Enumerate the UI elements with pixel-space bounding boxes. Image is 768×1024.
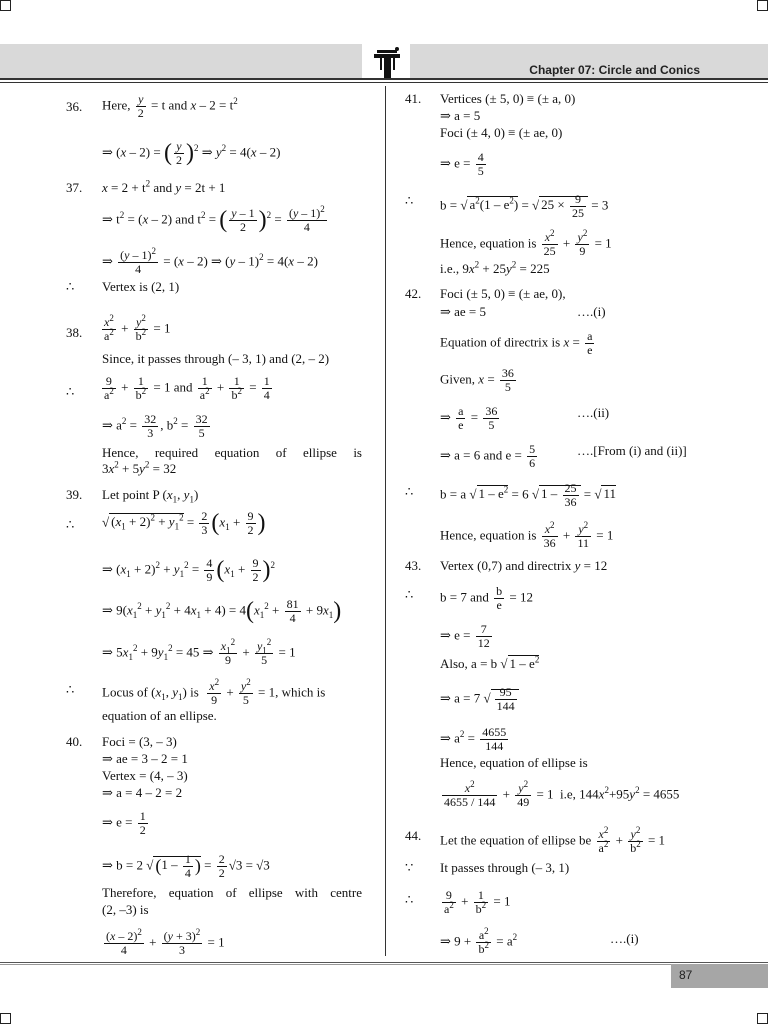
solution-line: Hence, equation is $\frac{x^2}{36}$ + $\frac{y^2}{11}$ = 1 — [440, 520, 614, 550]
solution-line: Equation of directrix is x = $\frac{a}{e}$ — [440, 329, 593, 357]
solution-line: Here, $\frac{y}{2}$ = t and $x - 2 = t^2$ — [102, 92, 238, 120]
question-number: 38. — [66, 325, 83, 340]
solution-line: ⇒ b = 2 √ (1 – $\frac{1}{4}$ ) = $\frac{2}{2}$ √3 = √3 — [102, 852, 270, 880]
solution-line: b = √ $a^2(1 - e^2)$ = √ 25 × $\frac{9}{25}$ = 3 — [440, 192, 609, 220]
solution-line: Let point P ($x_1$, $y_1$) — [102, 487, 199, 505]
solution-line: ⇒ $\frac{a}{e}$ = $\frac{36}{5}$ — [440, 404, 498, 432]
solution-line: ⇒ a = 5 — [440, 108, 481, 123]
solution-line: ⇒ $a^2$ = $\frac{32}{3}$ , $b^2$ = $\frac{32}{5}$ — [102, 412, 208, 440]
solution-line: Therefore, equation of ellipse with centre — [102, 885, 362, 900]
solution-line: ⇒ $a^2$ = $\frac{4655}{144}$ — [440, 725, 507, 753]
solution-line: ⇒ ae = 5 — [440, 304, 487, 319]
solution-line: ⇒ a = 6 and e = $\frac{5}{6}$ — [440, 442, 536, 470]
solution-line: Since, it passes through (– 3, 1) and (2, – 2) — [102, 351, 330, 366]
solution-line: Hence, equation of ellipse is — [440, 755, 588, 770]
footer-rule — [0, 962, 768, 963]
solution-line: Vertices (± 5, 0) ≡ (± a, 0) — [440, 91, 576, 106]
solution-line: It passes through (– 3, 1) — [440, 860, 570, 875]
question-number: 36. — [66, 99, 83, 114]
solution-line: Foci (± 5, 0) ≡ (± ae, 0), — [440, 286, 566, 301]
solution-line: ⇒ e = $\frac{7}{12}$ — [440, 622, 490, 650]
solution-line: ⇒ e = $\frac{4}{5}$ — [440, 150, 484, 178]
solution-line: ⇒ a = 7 √ $\frac{95}{144}$ — [440, 686, 519, 713]
question-number: 44. — [405, 828, 422, 843]
solution-line: (2, –3) is — [102, 902, 149, 917]
page-number-box — [671, 964, 768, 988]
solution-line: Vertex is (2, 1) — [102, 279, 180, 294]
crop-mark-top-left — [0, 0, 11, 11]
header-rule-thin — [0, 82, 768, 83]
chapter-title: Chapter 07: Circle and Conics — [529, 63, 700, 77]
question-number: 42. — [405, 286, 422, 301]
solution-line: Also, a = b √ $1 - e^2$ — [440, 654, 540, 671]
therefore-symbol: ∴ — [66, 517, 75, 532]
solution-line: b = 7 and $\frac{b}{e}$ = 12 — [440, 584, 533, 612]
solution-line: ⇒ $t^2 = (x - 2)$ and $t^2$ = ( $\frac{y - 1}{2}$ )$^2$ = $\frac{(y - 1)^2}{4}$ — [102, 204, 325, 234]
solution-line: $\frac{9}{a^2}$ + $\frac{1}{b^2}$ = 1 — [444, 888, 511, 916]
solution-line: ⇒ e = $\frac{1}{2}$ — [102, 809, 146, 837]
solution-line: equation of an ellipse. — [102, 708, 217, 723]
solution-line: Foci = (3, – 3) — [102, 734, 177, 749]
equation-tag: ….[From (i) and (ii)] — [577, 443, 687, 458]
solution-line: ⇒ a = 4 – 2 = 2 — [102, 785, 183, 800]
solution-line: √ $(x_1 + 2)^2 + y_1^2$ = $\frac{2}{3}$ ($x_1$ + $\frac{9}{2}$ ) — [102, 509, 266, 537]
question-number: 37. — [66, 180, 83, 195]
solution-line: $\frac{x^2}{4655 / 144}$ + $\frac{y^2}{49}$ = 1 i.e, $144x^2+95y^2 = 4655$ — [444, 779, 680, 809]
therefore-symbol: ∴ — [405, 193, 414, 208]
solution-line: ⇒ (x – 2) = ( $\frac{y}{2}$ )$^2$ ⇒ $y^2 = 4(x - 2)$ — [102, 139, 281, 167]
therefore-symbol: ∴ — [405, 484, 414, 499]
solution-line: i.e., $9x^2 + 25y^2 = 225$ — [440, 259, 550, 276]
solution-line: Let the equation of ellipse be $\frac{x^2}{a^2}$ + $\frac{y^2}{b^2}$ = 1 — [440, 825, 666, 855]
page-number: 87 — [679, 968, 693, 982]
footer-rule-thin — [0, 964, 768, 965]
therefore-symbol: ∴ — [66, 682, 75, 697]
solution-line: ⇒ $(x_1 + 2)^2 + y_1^2$ = $\frac{4}{9}$ ($x_1$ + $\frac{9}{2}$ )$^2$ — [102, 556, 276, 584]
therefore-symbol: ∴ — [405, 892, 414, 907]
solution-line: ⇒ 9 + $\frac{a^2}{b^2}$ = $a^2$ — [440, 926, 518, 956]
solution-line: $3x^2 + 5y^2 = 32$ — [102, 459, 177, 476]
question-number: 39. — [66, 487, 83, 502]
solution-line: Foci (± 4, 0) ≡ (± ae, 0) — [440, 125, 563, 140]
solution-line: Hence, required equation of ellipse is — [102, 445, 362, 460]
solution-line: $x = 2 + t^2$ and y = 2t + 1 — [102, 178, 226, 195]
equation-tag: ….(i) — [577, 304, 606, 319]
solution-line: ⇒ $5x_1^2 + 9y_1^2 = 45$ ⇒ $\frac{x_1^2}{9}$ + $\frac{y_1^2}{5}$ = 1 — [102, 637, 296, 667]
solution-line: ⇒ $\frac{(y - 1)^2}{4}$ = (x – 2) ⇒ (y – 1)$^2$ = 4(x – 2) — [102, 246, 318, 276]
solution-line: b = a √ $1 - e^2 = 6$ √ 1 – $\frac{25}{36}$ = √ 11 — [440, 481, 616, 509]
solution-line: Vertex = (4, – 3) — [102, 768, 188, 783]
solution-line: $\frac{x^2}{a^2}$ + $\frac{y^2}{b^2}$ = 1 — [104, 313, 171, 343]
column-divider — [385, 86, 386, 956]
solution-line: Given, x = $\frac{36}{5}$ — [440, 366, 514, 394]
crop-mark-bottom-right — [757, 1013, 768, 1024]
equation-tag: ….(i) — [610, 931, 639, 946]
question-number: 43. — [405, 558, 422, 573]
publisher-logo-icon — [370, 46, 404, 78]
solution-line: ⇒ $9(x_1^2 + y_1^2 + 4x_1 + 4) = 4(x_1^2$ + $\frac{81}{4}$ + $9x_1$) — [102, 597, 342, 625]
solution-line: ⇒ ae = 3 – 2 = 1 — [102, 751, 188, 766]
therefore-symbol: ∴ — [66, 279, 75, 294]
solution-line: Vertex (0,7) and directrix y = 12 — [440, 558, 608, 573]
therefore-symbol: ∴ — [66, 384, 75, 399]
because-symbol: ∵ — [405, 860, 414, 875]
solution-line: Locus of ($x_1$, $y_1$) is $\frac{x^2}{9}$ + $\frac{y^2}{5}$ = 1, which is — [102, 677, 326, 707]
solution-line: $\frac{(x - 2)^2}{4}$ + $\frac{(y + 3)^2}{3}$ = 1 — [106, 927, 225, 957]
therefore-symbol: ∴ — [405, 587, 414, 602]
crop-mark-bottom-left — [0, 1013, 11, 1024]
header-rule — [0, 78, 768, 80]
solution-line: $\frac{9}{a^2}$ + $\frac{1}{b^2}$ = 1 and $\frac{1}{a^2}$ + $\frac{1}{b^2}$ = $\frac{1}{4}$ — [104, 374, 270, 402]
equation-tag: ….(ii) — [577, 405, 610, 420]
question-number: 40. — [66, 734, 83, 749]
question-number: 41. — [405, 91, 422, 106]
solution-line: Hence, equation is $\frac{x^2}{25}$ + $\frac{y^2}{9}$ = 1 — [440, 228, 612, 258]
crop-mark-top-right — [757, 0, 768, 11]
